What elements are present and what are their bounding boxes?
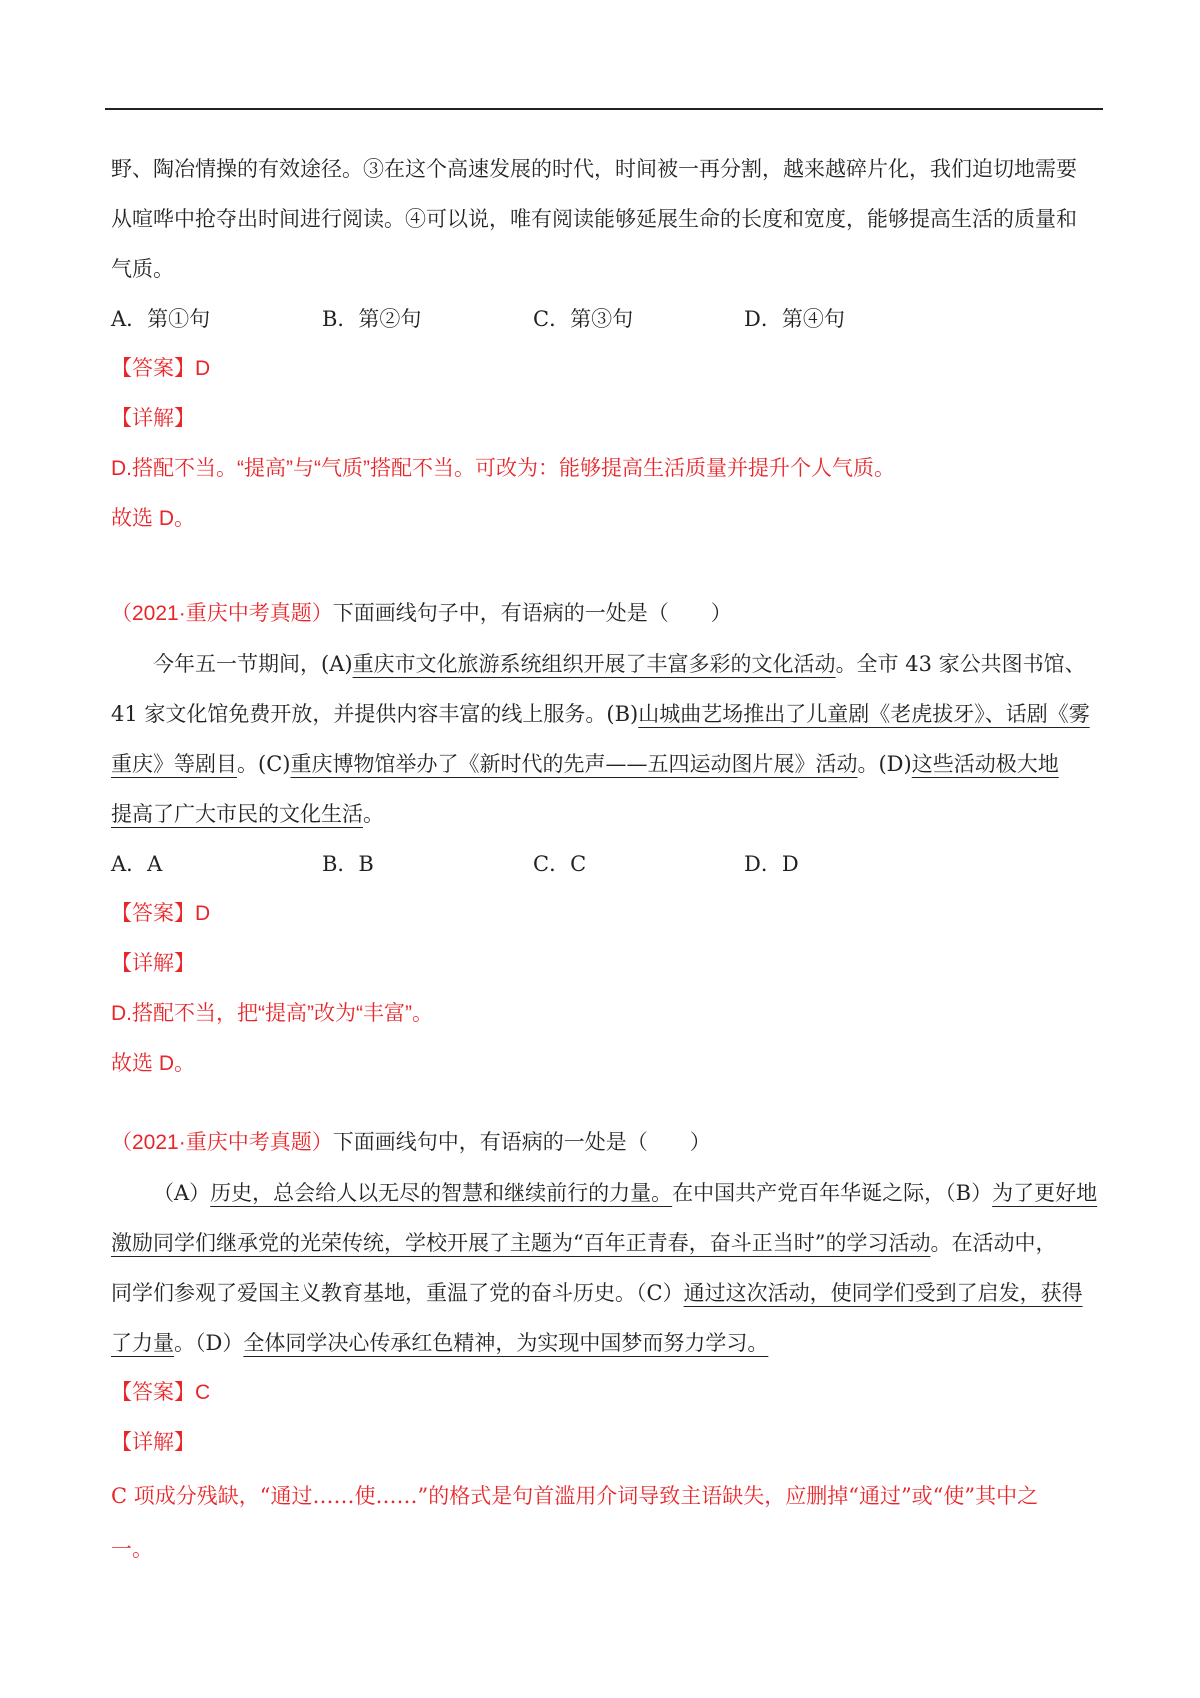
question-2 (111, 588, 1101, 1089)
passage-line (111, 1218, 1101, 1268)
passage-line (111, 639, 1101, 689)
passage-text: 。(C) (237, 752, 291, 776)
question-text-line: 气质。 (111, 257, 174, 281)
header-rule (105, 108, 1103, 110)
answer-label: 【答案】 (111, 902, 195, 925)
detail-label: 【详解】 (111, 407, 195, 430)
question-stem-line (111, 588, 1101, 639)
passage-line (111, 789, 1101, 839)
option-a: A．第①句 (111, 307, 211, 331)
passage-line (111, 1268, 1101, 1318)
underlined-sentence-b: 激励同学们继承党的光荣传统，学校开展了主题为“百年正青春，奋斗正当时”的学习活动 (111, 1231, 931, 1255)
answer-line (111, 1368, 1101, 1418)
explanation: D.搭配不当，把“提高”改为“丰富”。 (111, 1002, 433, 1025)
detail-label: 【详解】 (111, 1431, 195, 1454)
explanation: D.搭配不当。“提高”与“气质”搭配不当。可改为：能够提高生活质量并提升个人气质。 (111, 457, 895, 480)
question-1 (111, 144, 1101, 544)
question-source: （2021·重庆中考真题） (111, 1131, 333, 1154)
explanation-continued: 一。 (111, 1537, 153, 1561)
option-d: D．D (744, 852, 799, 876)
passage-text: 今年五一节期间，(A) (153, 652, 353, 676)
passage-text: 同学们参观了爱国主义教育基地，重温了党的奋斗历史。（C） (111, 1281, 684, 1305)
answer-line (111, 889, 1101, 939)
passage-text: （A） (153, 1181, 211, 1205)
passage-line (111, 689, 1101, 739)
detail-line (111, 394, 1101, 444)
passage-text: 。（D） (174, 1331, 244, 1355)
passage-line (111, 739, 1101, 789)
question-text-line: 从喧哗中抢夺出时间进行阅读。④可以说，唯有阅读能够延展生命的长度和宽度，能够提高生活的质量和 (111, 207, 1077, 231)
passage-text: 。(D) (857, 752, 912, 776)
conclusion: 故选 D。 (111, 507, 195, 530)
underlined-sentence-b: 重庆》等剧目 (111, 752, 237, 776)
underlined-sentence-c: 重庆博物馆举办了《新时代的先声——五四运动图片展》活动 (290, 752, 858, 776)
answer-value: D (195, 902, 211, 925)
underlined-sentence-c: 通过这次活动，使同学们受到了启发，获得 (683, 1281, 1083, 1305)
option-b: B．B (322, 852, 374, 876)
passage-text: 。 (363, 802, 384, 826)
detail-label: 【详解】 (111, 952, 195, 975)
underlined-sentence-b: 山城曲艺场推出了儿童剧《老虎拔牙》、话剧《雾 (638, 702, 1090, 726)
answer-line (111, 344, 1101, 394)
question-stem: 下面画线句子中，有语病的一处是（ ） (332, 601, 732, 625)
underlined-sentence-d: 提高了广大市民的文化生活 (111, 802, 363, 826)
detail-line (111, 1418, 1101, 1468)
option-b: B．第②句 (322, 307, 422, 331)
question-3 (111, 1117, 1101, 1574)
passage-text: 。在活动中， (930, 1231, 1057, 1255)
question-stem-line (111, 1117, 1101, 1168)
conclusion: 故选 D。 (111, 1052, 195, 1075)
passage-text: 41 家文化馆免费开放，并提供内容丰富的线上服务。(B) (111, 702, 639, 726)
answer-value: C (195, 1381, 211, 1404)
question-stem: 下面画线句中，有语病的一处是（ ） (332, 1130, 711, 1154)
underlined-sentence-c: 了力量 (111, 1331, 174, 1355)
detail-line (111, 939, 1101, 989)
option-d: D．第④句 (744, 307, 845, 331)
option-a: A．A (111, 852, 163, 876)
underlined-sentence-b: 为了更好地 (992, 1181, 1098, 1205)
question-source: （2021·重庆中考真题） (111, 602, 333, 625)
explanation: C 项成分残缺，“通过……使……”的格式是句首滥用介词导致主语缺失，应删掉“通过”或“使”其中之 (111, 1484, 1039, 1508)
answer-label: 【答案】 (111, 1381, 195, 1404)
options-row (111, 294, 1101, 344)
answer-label: 【答案】 (111, 357, 195, 380)
option-c: C．第③句 (533, 307, 634, 331)
underlined-sentence-a: 重庆市文化旅游系统组织开展了丰富多彩的文化活动 (352, 652, 836, 676)
passage-line (111, 1318, 1101, 1368)
underlined-sentence-a: 历史，总会给人以无尽的智慧和继续前行的力量。 (210, 1181, 673, 1205)
question-text-line: 野、陶冶情操的有效途径。③在这个高速发展的时代，时间被一再分割，越来越碎片化，我们迫切地需要 (111, 157, 1077, 181)
underlined-sentence-d: 这些活动极大地 (911, 752, 1059, 776)
passage-line (111, 1168, 1101, 1218)
answer-value: D (195, 357, 211, 380)
passage-text: 在中国共产党百年华诞之际，（B） (672, 1181, 993, 1205)
options-row (111, 839, 1101, 889)
passage-text: 。全市 43 家公共图书馆、 (835, 652, 1086, 676)
option-c: C．C (533, 852, 587, 876)
underlined-sentence-d: 全体同学决心传承红色精神，为实现中国梦而努力学习。 (243, 1331, 769, 1355)
